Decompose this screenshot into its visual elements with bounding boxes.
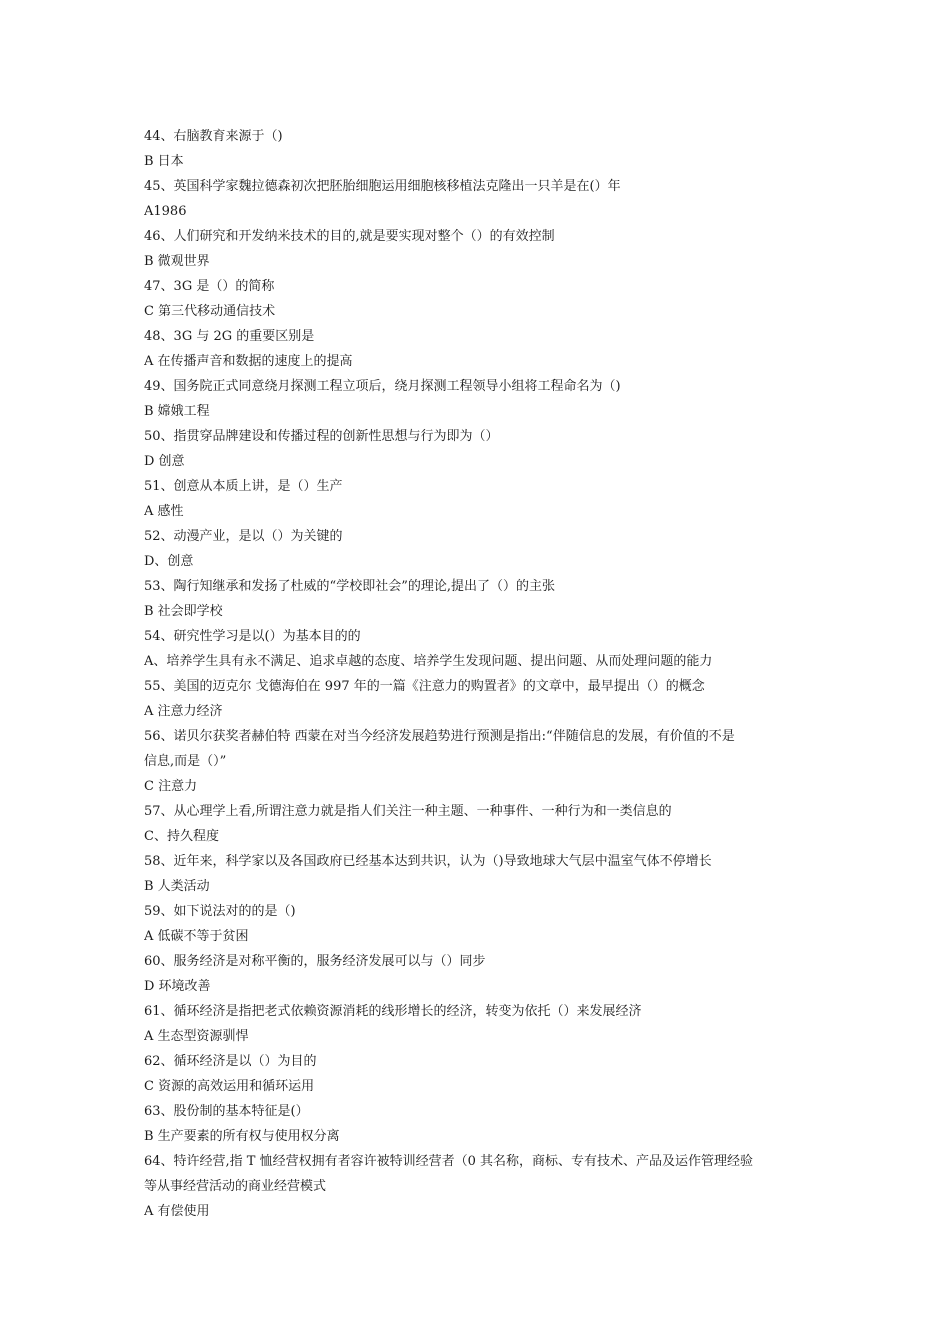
- text-line: A 有偿使用: [144, 1204, 210, 1219]
- text-line: 等从事经营活动的商业经营模式: [144, 1179, 327, 1194]
- question-line: 51、创意从本质上讲，是（）生产: [144, 479, 343, 494]
- question-line: 60、服务经济是对称平衡的，服务经济发展可以与（）同步: [144, 954, 486, 969]
- question-line: 55、美国的迈克尔 戈德海伯在 997 年的一篇《注意力的购置者》的文章中，最早提出（）的概念: [144, 679, 705, 694]
- text-line: C、持久程度: [144, 829, 219, 844]
- text-line: 信息,而是（）”: [144, 754, 227, 769]
- question-line: 64、特许经营,指 T 恤经营权拥有者容许被特训经营者（0 其名称，商标、专有技术、产品及运作管理经验: [144, 1154, 754, 1169]
- text-line: C 第三代移动通信技术: [144, 304, 276, 319]
- question-line: 61、循环经济是指把老式依赖资源消耗的线形增长的经济，转变为依托（）来发展经济: [144, 1004, 642, 1019]
- text-line: B 微观世界: [144, 254, 210, 269]
- document-body: [144, 124, 814, 1224]
- question-line: 50、指贯穿品牌建设和传播过程的创新性思想与行为即为（）: [144, 429, 499, 444]
- text-line: A、培养学生具有永不满足、追求卓越的态度、培养学生发现问题、提出问题、从而处理问题的能力: [144, 654, 713, 669]
- text-line: D、创意: [144, 554, 194, 569]
- question-line: 45、英国科学家魏拉德森初次把胚胎细胞运用细胞核移植法克隆出一只羊是在(）年: [144, 179, 621, 194]
- question-line: 49、国务院正式同意绕月探测工程立项后，绕月探测工程领导小组将工程命名为（): [144, 379, 621, 394]
- question-line: 48、3G 与 2G 的重要区别是: [144, 329, 315, 344]
- question-line: 54、研究性学习是以(）为基本目的的: [144, 629, 361, 644]
- question-line: 62、循环经济是以（）为目的: [144, 1054, 317, 1069]
- text-line: A 感性: [144, 504, 184, 519]
- question-line: 44、右脑教育来源于（): [144, 129, 283, 144]
- question-line: 57、从心理学上看,所谓注意力就是指人们关注一种主题、一种事件、一种行为和一类信息的: [144, 804, 672, 819]
- text-line: D 创意: [144, 454, 185, 469]
- text-line: C 资源的高效运用和循环运用: [144, 1079, 315, 1094]
- question-line: 53、陶行知继承和发扬了杜威的“学校即社会”的理论,提出了（）的主张: [144, 579, 555, 594]
- text-line: A 在传播声音和数据的速度上的提高: [144, 354, 353, 369]
- text-line: B 人类活动: [144, 879, 210, 894]
- text-line: B 生产要素的所有权与使用权分离: [144, 1129, 340, 1144]
- text-line: D 环境改善: [144, 979, 211, 994]
- text-line: C 注意力: [144, 779, 198, 794]
- text-line: A 注意力经济: [144, 704, 223, 719]
- text-line: A 低碳不等于贫困: [144, 929, 249, 944]
- question-line: 47、3G 是（）的简称: [144, 279, 275, 294]
- question-line: 58、近年来，科学家以及各国政府已经基本达到共识，认为（)导致地球大气层中温室气体不停增长: [144, 854, 712, 869]
- text-line: B 日本: [144, 154, 184, 169]
- text-line: B 嫦娥工程: [144, 404, 210, 419]
- question-line: 56、诺贝尔获奖者赫伯特 西蒙在对当今经济发展趋势进行预测是指出:“伴随信息的发展，有价值的不是: [144, 729, 735, 744]
- question-line: 63、股份制的基本特征是(）: [144, 1104, 309, 1119]
- text-line: A 生态型资源驯悍: [144, 1029, 249, 1044]
- question-line: 52、动漫产业，是以（）为关键的: [144, 529, 343, 544]
- text-line: B 社会即学校: [144, 604, 223, 619]
- question-line: 46、人们研究和开发纳米技术的目的,就是要实现对整个（）的有效控制: [144, 229, 555, 244]
- text-line: A1986: [144, 204, 187, 219]
- question-line: 59、如下说法对的的是（): [144, 904, 296, 919]
